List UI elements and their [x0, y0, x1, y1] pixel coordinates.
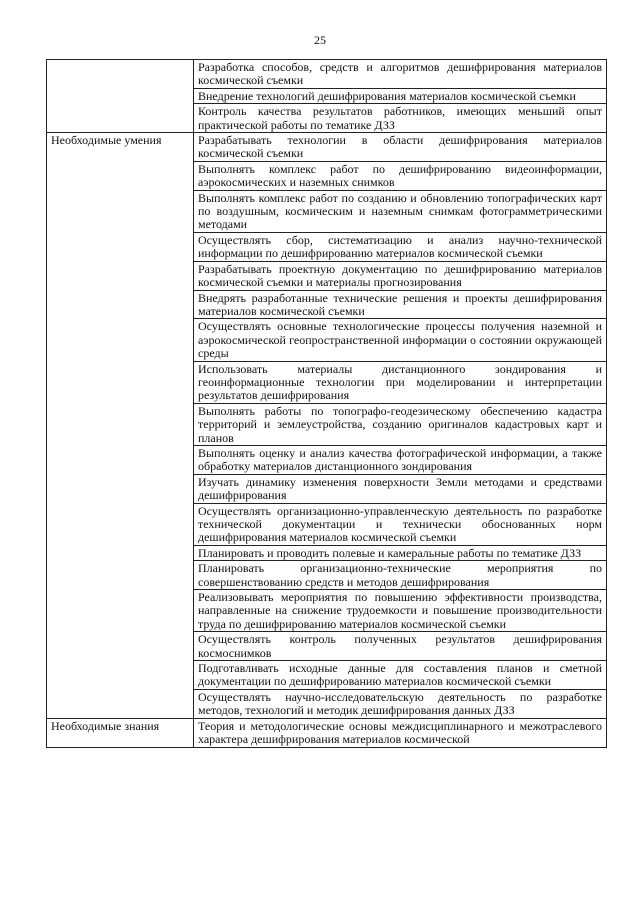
section-label: Необходимые знания — [47, 718, 194, 747]
page-number: 25 — [314, 33, 326, 47]
table-cell: Выполнять оценку и анализ качества фотографической информации, а также обработку материалов дистанционного зондирования — [194, 445, 607, 474]
table-cell: Осуществлять контроль полученных результатов дешифрирования космоснимков — [194, 632, 607, 661]
table-cell: Изучать динамику изменения поверхности Земли методами и средствами дешифрирования — [194, 474, 607, 503]
requirements-table-body — [47, 60, 607, 748]
requirements-table — [46, 59, 607, 748]
table-row — [47, 133, 607, 162]
table-cell: Выполнять работы по топографо-геодезическому обеспечению кадастра территорий и землеустройства, созданию оригиналов кадастровых карт и планов — [194, 403, 607, 445]
table-cell: Осуществлять научно-исследовательскую деятельность по разработке методов, технологий и методик дешифрирования данных ДЗЗ — [194, 689, 607, 718]
table-row — [47, 60, 607, 89]
table-row — [47, 718, 607, 747]
table-cell: Разработка способов, средств и алгоритмов дешифрирования материалов космической съемки — [194, 60, 607, 89]
table-cell: Планировать и проводить полевые и камеральные работы по тематике ДЗЗ — [194, 545, 607, 560]
table-cell: Подготавливать исходные данные для составления планов и сметной документации по дешифрированию материалов космической съемки — [194, 661, 607, 690]
table-cell: Внедрение технологий дешифрирования материалов космической съемки — [194, 88, 607, 103]
table-cell: Осуществлять сбор, систематизацию и анализ научно-технической информации по дешифрированию материалов космической съемки — [194, 232, 607, 261]
table-cell: Осуществлять основные технологические процессы получения наземной и аэрокосмической геопространственной информации о состоянии окружающей среды — [194, 319, 607, 361]
table-cell: Теория и методологические основы междисциплинарного и межотраслевого характера дешифрирования материалов космической — [194, 718, 607, 747]
table-cell: Планировать организационно-технические мероприятия по совершенствованию средств и методов дешифрирования — [194, 561, 607, 590]
table-cell: Выполнять комплекс работ по дешифрированию видеоинформации, аэрокосмических и наземных снимков — [194, 161, 607, 190]
table-cell: Осуществлять организационно-управленческую деятельность по разработке технической документации и технически обоснованных норм дешифрирования материалов космической съемки — [194, 503, 607, 545]
section-label: Необходимые умения — [47, 133, 194, 719]
table-cell: Разрабатывать проектную документацию по дешифрированию материалов космической съемки и материалы прогнозирования — [194, 261, 607, 290]
table-cell: Использовать материалы дистанционного зондирования и геоинформационные технологии при моделировании и интерпретации результатов дешифрирования — [194, 361, 607, 403]
table-cell: Реализовывать мероприятия по повышению эффективности производства, направленные на снижение трудоемкости и повышение производительности труда по дешифрированию материалов космической съемки — [194, 590, 607, 632]
table-cell: Контроль качества результатов работников, имеющих меньший опыт практической работы по тематике ДЗЗ — [194, 104, 607, 133]
table-cell: Выполнять комплекс работ по созданию и обновлению топографических карт по воздушным, космическим и наземным снимкам фотограмметрическими методами — [194, 190, 607, 232]
section-label — [47, 60, 194, 133]
table-cell: Разрабатывать технологии в области дешифрирования материалов космической съемки — [194, 133, 607, 162]
table-cell: Внедрять разработанные технические решения и проекты дешифрирования материалов космической съемки — [194, 290, 607, 319]
